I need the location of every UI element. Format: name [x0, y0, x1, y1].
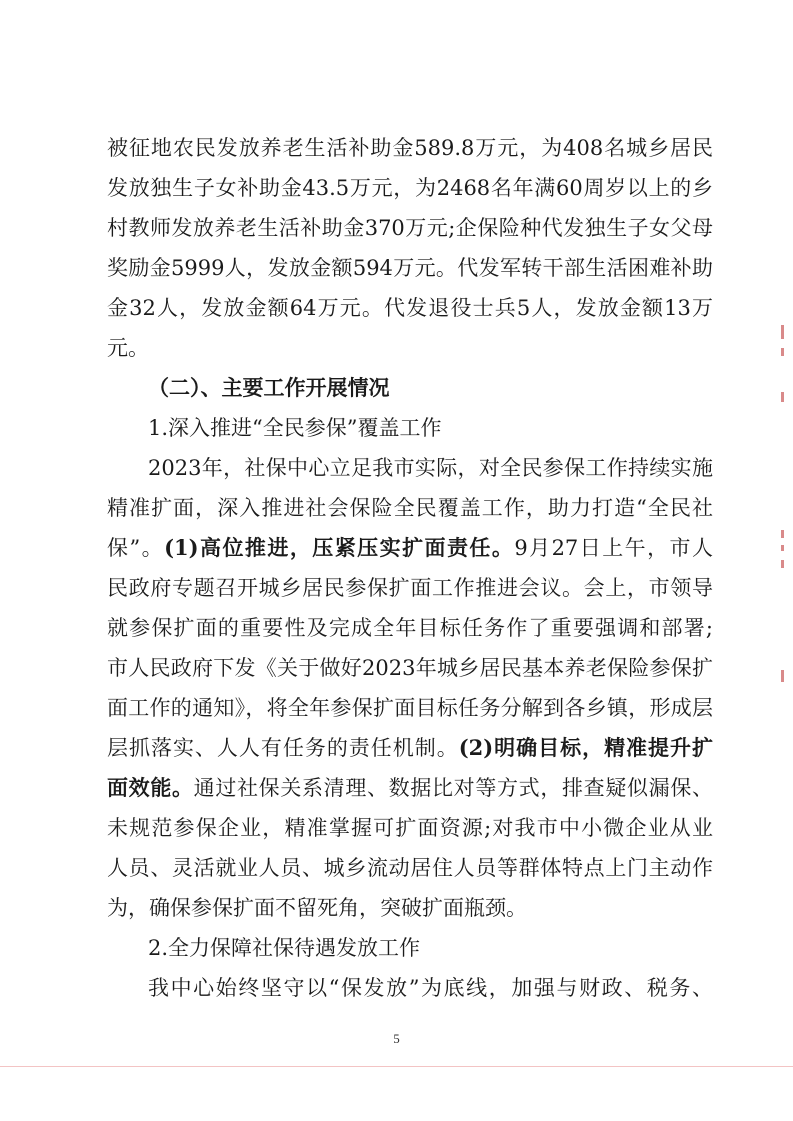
margin-mark: [781, 392, 784, 402]
body-line-mixed: [107, 733, 713, 763]
body-line: 我中心始终坚守以“保发放”为底线，加强与财政、税务、: [148, 976, 713, 1000]
subsection-title: 2.全力保障社保待遇发放工作: [148, 936, 421, 960]
body-line: 民政府专题召开城乡居民参保扩面工作推进会议。会上，市领导: [107, 576, 713, 600]
body-line: 元。: [107, 336, 149, 360]
body-line: 2023年，社保中心立足我市实际，对全民参保工作持续实施: [148, 456, 713, 480]
body-text: 层抓落实、人人有任务的责任机制。: [107, 736, 459, 760]
section-heading: （二）、主要工作开展情况: [148, 375, 390, 400]
body-line: 市人民政府下发《关于做好2023年城乡居民基本养老保险参保扩: [107, 656, 713, 680]
page-number: 5: [393, 1031, 400, 1046]
body-line: 村教师发放养老生活补助金370万元;企保险种代发独生子女父母: [107, 216, 713, 240]
margin-mark: [781, 670, 784, 682]
body-text: 9月27日上午，市人: [514, 536, 713, 560]
body-text: 通过社保关系清理、数据比对等方式，排查疑似漏保、: [193, 776, 714, 800]
body-line: 面工作的通知》，将全年参保扩面目标任务分解到各乡镇，形成层: [107, 696, 713, 720]
margin-mark: [781, 348, 784, 356]
body-line: 精准扩面，深入推进社会保险全民覆盖工作，助力打造“全民社: [107, 496, 713, 520]
margin-mark: [781, 560, 784, 568]
body-line: 发放独生子女补助金43.5万元，为2468名年满60周岁以上的乡: [107, 176, 713, 200]
body-line: 金32人，发放金额64万元。代发退役士兵5人，发放金额13万: [107, 296, 713, 320]
body-line: 未规范参保企业，精准掌握可扩面资源;对我市中小微企业从业: [107, 816, 713, 840]
body-line: 为，确保参保扩面不留死角，突破扩面瓶颈。: [107, 896, 527, 920]
body-line-mixed: [107, 533, 713, 563]
bottom-rule: [0, 1066, 793, 1067]
body-line: 被征地农民发放养老生活补助金589.8万元，为408名城乡居民: [107, 136, 713, 160]
margin-mark: [781, 325, 784, 339]
body-line: 人员、灵活就业人员、城乡流动居住人员等群体特点上门主动作: [107, 856, 713, 880]
subsection-title: 1.深入推进“全民参保”覆盖工作: [148, 416, 442, 440]
body-line-mixed: [107, 773, 713, 803]
bold-point: (1)高位推进，压紧压实扩面责任。: [164, 535, 515, 560]
body-line: 就参保扩面的重要性及完成全年目标任务作了重要强调和部署;: [107, 616, 713, 640]
margin-mark: [781, 530, 784, 538]
body-text: 保”。: [107, 536, 165, 560]
margin-mark: [781, 545, 784, 551]
body-line: 奖励金5999人，发放金额594万元。代发军转干部生活困难补助: [107, 256, 713, 280]
bold-point: (2)明确目标，精准提升扩: [458, 735, 713, 760]
bold-point: 面效能。: [107, 775, 194, 800]
